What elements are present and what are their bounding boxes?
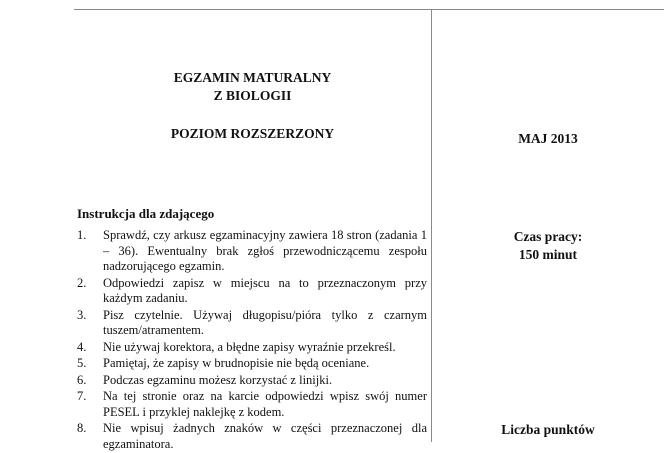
list-item-number: 5. bbox=[77, 356, 87, 370]
worktime-value: 150 minut bbox=[518, 247, 578, 262]
exam-title: EGZAMIN MATURALNY bbox=[173, 70, 332, 85]
list-item bbox=[77, 228, 427, 275]
list-item bbox=[77, 356, 427, 372]
list-item-text: Nie wpisuj żadnych znaków w części przeznaczonej dla egzaminatora. bbox=[103, 421, 427, 451]
list-item-text: Pisz czytelnie. Używaj długopisu/pióra tylko z czarnym tuszem/atramentem. bbox=[103, 307, 427, 337]
points-label: Liczba punktów bbox=[501, 422, 595, 437]
list-item-number: 1. bbox=[77, 228, 87, 242]
list-item-number: 6. bbox=[77, 372, 87, 387]
instructions-list bbox=[77, 228, 427, 453]
list-item-text: Odpowiedzi zapisz w miejscu na to przeznaczonym przy każdym zadaniu. bbox=[103, 275, 427, 305]
top-rule bbox=[74, 9, 664, 10]
exam-level: POZIOM ROZSZERZONY bbox=[170, 126, 335, 141]
list-item-text: Podczas egzaminu możesz korzystać z linijki. bbox=[103, 372, 333, 387]
list-item-number: 8. bbox=[77, 421, 87, 435]
column-divider bbox=[431, 9, 432, 442]
list-item bbox=[77, 373, 427, 389]
list-item-text: Pamiętaj, że zapisy w brudnopisie nie będą oceniane. bbox=[103, 356, 370, 370]
list-item-text: Na tej stronie oraz na karcie odpowiedzi wpisz swój numer PESEL i przyklej naklejkę z kodem. bbox=[103, 389, 427, 419]
list-item bbox=[77, 308, 427, 339]
list-item-number: 7. bbox=[77, 389, 87, 403]
list-item-number: 3. bbox=[77, 307, 87, 322]
list-item-number: 2. bbox=[77, 275, 87, 290]
list-item bbox=[77, 276, 427, 307]
list-item-text: Nie używaj korektora, a błędne zapisy wyraźnie przekreśl. bbox=[103, 339, 396, 354]
exam-subject: Z BIOLOGII bbox=[213, 88, 292, 103]
exam-date: MAJ 2013 bbox=[518, 131, 578, 146]
list-item-number: 4. bbox=[77, 339, 87, 354]
list-item bbox=[77, 340, 427, 356]
list-item bbox=[77, 421, 427, 452]
list-item bbox=[77, 389, 427, 420]
list-item-text: Sprawdź, czy arkusz egzaminacyjny zawiera 18 stron (zadania 1 – 36). Ewentualny brak zgłoś przewodniczącemu zespołu nadzorującego egzamin. bbox=[103, 228, 427, 273]
worktime-label: Czas pracy: bbox=[513, 229, 583, 244]
instructions-header: Instrukcja dla zdającego bbox=[77, 206, 215, 221]
